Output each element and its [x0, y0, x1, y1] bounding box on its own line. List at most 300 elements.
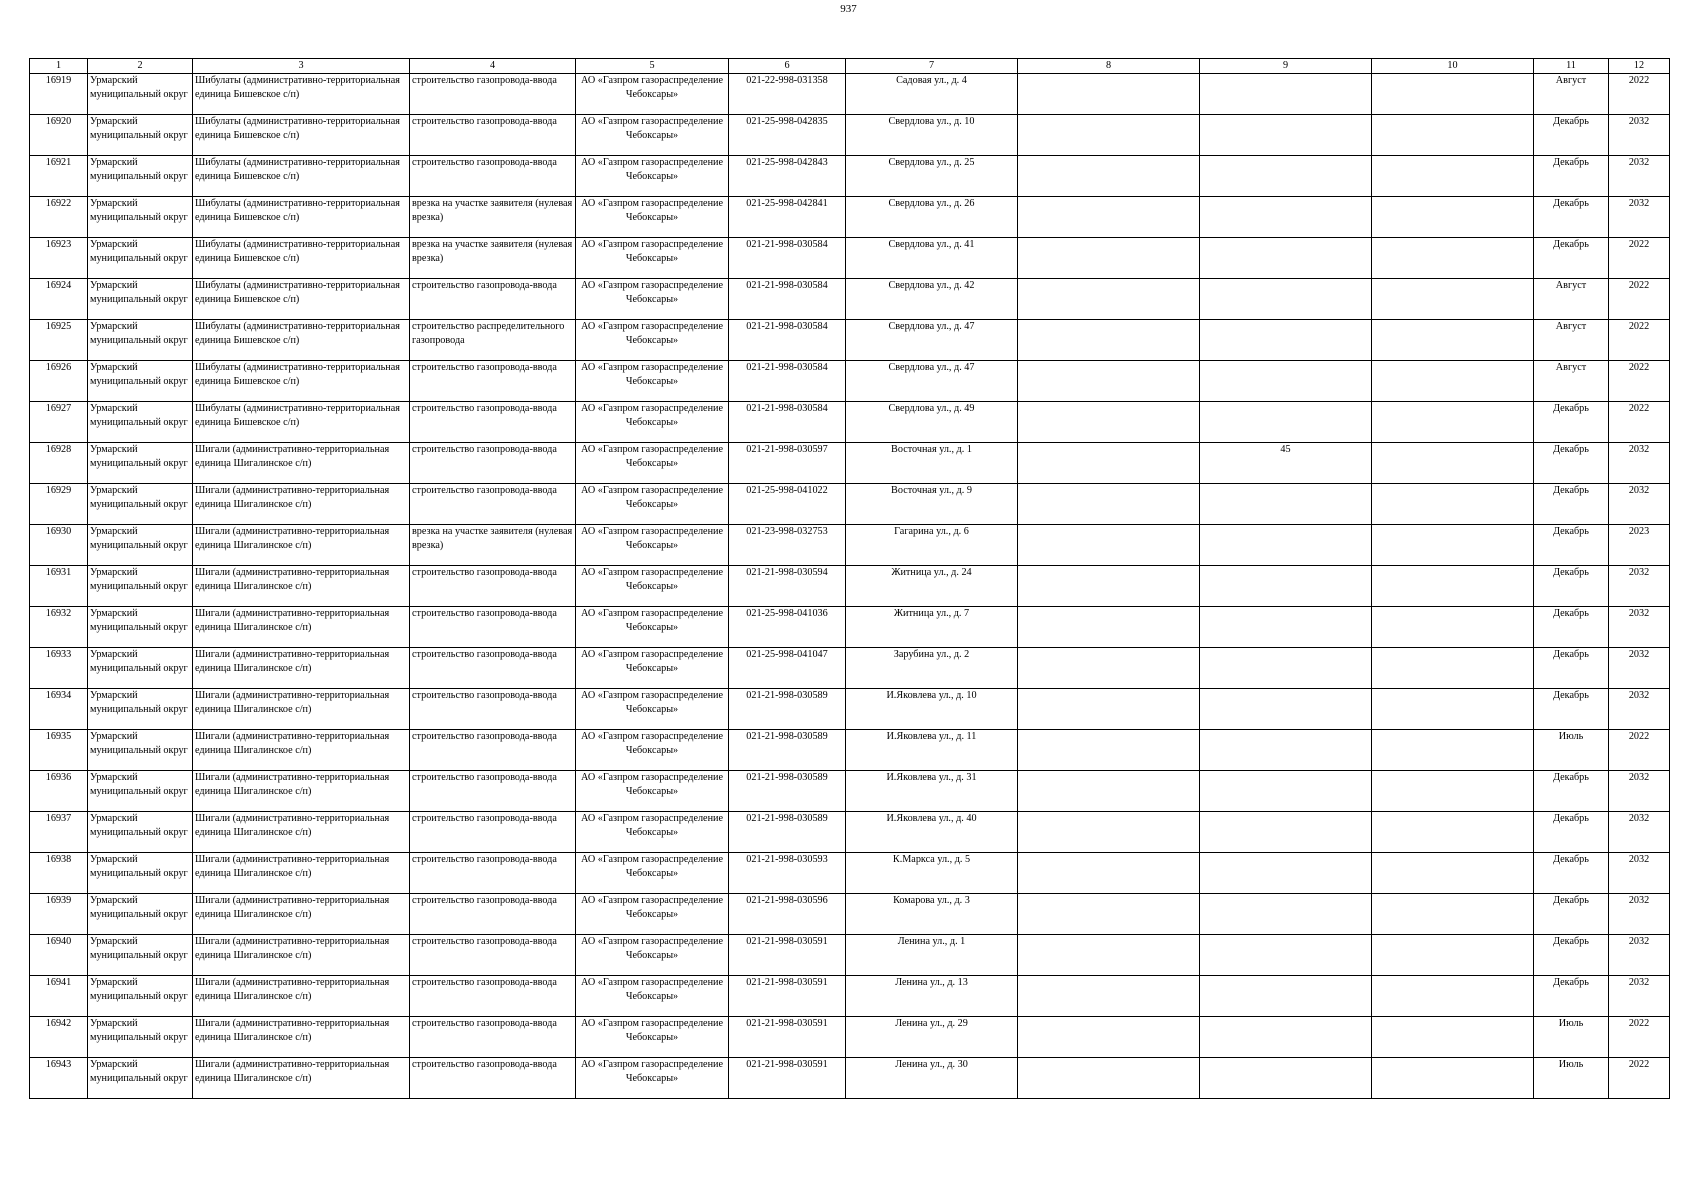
- column-10-cell: [1372, 320, 1534, 361]
- row-number: [30, 853, 88, 894]
- year-cell-text: 2032: [1628, 977, 1650, 988]
- column-8-cell: [1018, 730, 1200, 771]
- district-cell: [88, 812, 193, 853]
- work-type-cell: [410, 320, 576, 361]
- request-number-cell: [729, 361, 846, 402]
- column-header: 2: [88, 59, 193, 74]
- organization-cell-text: АО «Газпром газораспределение Чебоксары»: [580, 690, 724, 715]
- column-10-cell-text: [1374, 566, 1531, 606]
- settlement-cell: [193, 197, 410, 238]
- address-cell: [846, 894, 1018, 935]
- address-cell-text: И.Яковлева ул., д. 10: [886, 690, 977, 701]
- address-cell: [846, 935, 1018, 976]
- address-cell-text: И.Яковлева ул., д. 40: [886, 813, 977, 824]
- organization-cell: [576, 853, 729, 894]
- work-type-cell-text: врезка на участке заявителя (нулевая врезка): [412, 526, 573, 551]
- district-cell: [88, 115, 193, 156]
- row-number: [30, 525, 88, 566]
- organization-cell: [576, 894, 729, 935]
- table-row: [30, 115, 1670, 156]
- month-cell-text: Декабрь: [1553, 239, 1589, 250]
- column-9-cell-text: [1202, 238, 1369, 278]
- address-cell-text: Ленина ул., д. 13: [895, 977, 968, 988]
- column-header: 11: [1534, 59, 1609, 74]
- row-number-text: 16927: [45, 403, 72, 414]
- year-cell-text: 2032: [1628, 649, 1650, 660]
- request-number-cell: [729, 525, 846, 566]
- work-type-cell: [410, 730, 576, 771]
- district-cell-text: Урмарский муниципальный округ: [90, 977, 188, 1002]
- column-8-cell: [1018, 607, 1200, 648]
- row-number: [30, 976, 88, 1017]
- district-cell-text: Урмарский муниципальный округ: [90, 936, 188, 961]
- request-number-cell-text: 021-21-998-030594: [746, 567, 828, 578]
- column-10-cell: [1372, 525, 1534, 566]
- work-type-cell: [410, 74, 576, 115]
- column-10-cell-text: [1374, 279, 1531, 319]
- request-number-cell: [729, 935, 846, 976]
- year-cell-text: 2032: [1628, 690, 1650, 701]
- address-cell-text: Свердлова ул., д. 41: [888, 239, 975, 250]
- year-cell: [1609, 197, 1670, 238]
- row-number: [30, 197, 88, 238]
- column-10-cell-text: [1374, 607, 1531, 647]
- settlement-cell: [193, 853, 410, 894]
- organization-cell: [576, 484, 729, 525]
- settlement-cell: [193, 402, 410, 443]
- address-cell: [846, 1058, 1018, 1099]
- district-cell-text: Урмарский муниципальный округ: [90, 157, 188, 182]
- row-number-text: 16934: [45, 690, 72, 701]
- work-type-cell-text: строительство газопровода-ввода: [412, 75, 557, 86]
- organization-cell-text: АО «Газпром газораспределение Чебоксары»: [580, 731, 724, 756]
- work-type-cell: [410, 484, 576, 525]
- column-header: 7: [846, 59, 1018, 74]
- month-cell: [1534, 320, 1609, 361]
- column-8-cell: [1018, 1017, 1200, 1058]
- district-cell: [88, 976, 193, 1017]
- settlement-cell-text: Шигали (административно-территориальная единица Шигалинское с/п): [195, 649, 390, 674]
- work-type-cell: [410, 566, 576, 607]
- address-cell-text: Восточная ул., д. 9: [891, 485, 972, 496]
- column-8-cell-text: [1020, 566, 1197, 606]
- organization-cell-text: АО «Газпром газораспределение Чебоксары»: [580, 936, 724, 961]
- address-cell-text: Ленина ул., д. 29: [895, 1018, 968, 1029]
- column-9-cell-text: [1202, 74, 1369, 114]
- year-cell: [1609, 156, 1670, 197]
- column-10-cell-text: [1374, 935, 1531, 975]
- district-cell: [88, 689, 193, 730]
- column-8-cell-text: [1020, 525, 1197, 565]
- column-8-cell: [1018, 402, 1200, 443]
- district-cell: [88, 197, 193, 238]
- district-cell-text: Урмарский муниципальный округ: [90, 403, 188, 428]
- column-8-cell: [1018, 443, 1200, 484]
- month-cell-text: Июль: [1558, 1059, 1584, 1070]
- settlement-cell: [193, 935, 410, 976]
- work-type-cell: [410, 279, 576, 320]
- settlement-cell-text: Шигали (административно-территориальная единица Шигалинское с/п): [195, 977, 390, 1002]
- address-cell: [846, 607, 1018, 648]
- column-9-cell: [1200, 976, 1372, 1017]
- settlement-cell: [193, 1058, 410, 1099]
- column-9-cell-text: [1202, 1017, 1369, 1057]
- row-number: [30, 894, 88, 935]
- work-type-cell-text: строительство газопровода-ввода: [412, 649, 557, 660]
- request-number-cell: [729, 156, 846, 197]
- address-cell: [846, 771, 1018, 812]
- request-number-cell-text: 021-25-998-042835: [746, 116, 828, 127]
- organization-cell-text: АО «Газпром газораспределение Чебоксары»: [580, 1059, 724, 1084]
- column-8-cell-text: [1020, 812, 1197, 852]
- column-10-cell-text: [1374, 320, 1531, 360]
- year-cell: [1609, 607, 1670, 648]
- row-number-text: 16938: [45, 854, 72, 865]
- column-9-cell-text: 45: [1280, 444, 1291, 455]
- settlement-cell-text: Шигали (административно-территориальная единица Шигалинское с/п): [195, 1059, 390, 1084]
- work-type-cell-text: строительство газопровода-ввода: [412, 936, 557, 947]
- address-cell: [846, 1017, 1018, 1058]
- organization-cell: [576, 566, 729, 607]
- work-type-cell-text: строительство газопровода-ввода: [412, 1059, 557, 1070]
- column-9-cell-text: [1202, 894, 1369, 934]
- month-cell-text: Декабрь: [1553, 116, 1589, 127]
- year-cell: [1609, 238, 1670, 279]
- column-10-cell-text: [1374, 648, 1531, 688]
- year-cell: [1609, 320, 1670, 361]
- organization-cell: [576, 361, 729, 402]
- request-number-cell-text: 021-21-998-030591: [746, 936, 828, 947]
- organization-cell: [576, 525, 729, 566]
- settlement-cell-text: Шибулаты (административно-территориальная единица Бишевское с/п): [195, 362, 400, 387]
- settlement-cell-text: Шигали (административно-территориальная единица Шигалинское с/п): [195, 444, 390, 469]
- settlement-cell-text: Шигали (административно-территориальная единица Шигалинское с/п): [195, 690, 390, 715]
- work-type-cell: [410, 607, 576, 648]
- row-number-text: 16933: [45, 649, 72, 660]
- request-number-cell-text: 021-21-998-030589: [746, 731, 828, 742]
- column-10-cell: [1372, 771, 1534, 812]
- settlement-cell: [193, 238, 410, 279]
- column-8-cell-text: [1020, 730, 1197, 770]
- row-number: [30, 74, 88, 115]
- column-8-cell: [1018, 648, 1200, 689]
- month-cell: [1534, 279, 1609, 320]
- column-9-cell: [1200, 238, 1372, 279]
- settlement-cell-text: Шигали (административно-территориальная единица Шигалинское с/п): [195, 895, 390, 920]
- column-9-cell: [1200, 443, 1372, 484]
- column-9-cell-text: [1202, 320, 1369, 360]
- column-9-cell: [1200, 1058, 1372, 1099]
- address-cell-text: Свердлова ул., д. 47: [888, 321, 975, 332]
- request-number-cell: [729, 648, 846, 689]
- month-cell: [1534, 812, 1609, 853]
- request-number-cell-text: 021-21-998-030589: [746, 690, 828, 701]
- settlement-cell-text: Шибулаты (административно-территориальная единица Бишевское с/п): [195, 75, 400, 100]
- row-number: [30, 648, 88, 689]
- district-cell: [88, 1017, 193, 1058]
- column-8-cell-text: [1020, 976, 1197, 1016]
- request-number-cell: [729, 853, 846, 894]
- year-cell: [1609, 115, 1670, 156]
- month-cell: [1534, 894, 1609, 935]
- year-cell: [1609, 812, 1670, 853]
- month-cell-text: Август: [1555, 321, 1587, 332]
- month-cell-text: Декабрь: [1553, 608, 1589, 619]
- column-8-cell-text: [1020, 484, 1197, 524]
- column-8-cell-text: [1020, 74, 1197, 114]
- column-9-cell: [1200, 607, 1372, 648]
- address-cell: [846, 320, 1018, 361]
- column-10-cell: [1372, 484, 1534, 525]
- work-type-cell-text: строительство газопровода-ввода: [412, 977, 557, 988]
- address-cell: [846, 443, 1018, 484]
- organization-cell-text: АО «Газпром газораспределение Чебоксары»: [580, 526, 724, 551]
- request-number-cell: [729, 812, 846, 853]
- row-number-text: 16922: [45, 198, 72, 209]
- work-type-cell-text: строительство газопровода-ввода: [412, 157, 557, 168]
- settlement-cell: [193, 894, 410, 935]
- table-row: [30, 566, 1670, 607]
- district-cell-text: Урмарский муниципальный округ: [90, 116, 188, 141]
- work-type-cell-text: строительство газопровода-ввода: [412, 813, 557, 824]
- organization-cell-text: АО «Газпром газораспределение Чебоксары»: [580, 813, 724, 838]
- request-number-cell-text: 021-21-998-030584: [746, 403, 828, 414]
- district-cell: [88, 525, 193, 566]
- column-9-cell-text: [1202, 771, 1369, 811]
- settlement-cell: [193, 812, 410, 853]
- year-cell: [1609, 361, 1670, 402]
- table-row: [30, 361, 1670, 402]
- row-number: [30, 320, 88, 361]
- column-9-cell: [1200, 648, 1372, 689]
- column-10-cell: [1372, 238, 1534, 279]
- work-type-cell: [410, 156, 576, 197]
- request-number-cell-text: 021-23-998-032753: [746, 526, 828, 537]
- column-10-cell: [1372, 853, 1534, 894]
- work-type-cell: [410, 894, 576, 935]
- address-cell: [846, 484, 1018, 525]
- page-number: 937: [840, 3, 857, 15]
- address-cell: [846, 402, 1018, 443]
- organization-cell: [576, 771, 729, 812]
- column-8-cell: [1018, 525, 1200, 566]
- column-10-cell-text: [1374, 115, 1531, 155]
- month-cell: [1534, 648, 1609, 689]
- column-8-cell-text: [1020, 279, 1197, 319]
- column-8-cell: [1018, 320, 1200, 361]
- district-cell-text: Урмарский муниципальный округ: [90, 772, 188, 797]
- column-8-cell: [1018, 689, 1200, 730]
- request-number-cell-text: 021-21-998-030584: [746, 280, 828, 291]
- organization-cell: [576, 197, 729, 238]
- work-type-cell-text: строительство газопровода-ввода: [412, 485, 557, 496]
- row-number-text: 16939: [45, 895, 72, 906]
- column-9-cell-text: [1202, 156, 1369, 196]
- column-10-cell-text: [1374, 976, 1531, 1016]
- work-type-cell-text: строительство газопровода-ввода: [412, 731, 557, 742]
- column-10-cell: [1372, 361, 1534, 402]
- work-type-cell: [410, 689, 576, 730]
- organization-cell: [576, 812, 729, 853]
- column-8-cell-text: [1020, 320, 1197, 360]
- table-row: [30, 525, 1670, 566]
- work-type-cell: [410, 361, 576, 402]
- column-10-cell: [1372, 443, 1534, 484]
- work-type-cell-text: строительство газопровода-ввода: [412, 1018, 557, 1029]
- column-header: 8: [1018, 59, 1200, 74]
- row-number-text: 16921: [45, 157, 72, 168]
- settlement-cell-text: Шибулаты (административно-территориальная единица Бишевское с/п): [195, 198, 400, 223]
- column-9-cell-text: [1202, 730, 1369, 770]
- column-9-cell-text: [1202, 197, 1369, 237]
- work-type-cell: [410, 197, 576, 238]
- year-cell: [1609, 484, 1670, 525]
- month-cell: [1534, 361, 1609, 402]
- month-cell-text: Декабрь: [1553, 567, 1589, 578]
- district-cell: [88, 730, 193, 771]
- year-cell-text: 2022: [1628, 362, 1650, 373]
- column-8-cell-text: [1020, 894, 1197, 934]
- year-cell-text: 2032: [1628, 895, 1650, 906]
- address-cell-text: И.Яковлева ул., д. 11: [886, 731, 977, 742]
- year-cell-text: 2032: [1628, 444, 1650, 455]
- district-cell-text: Урмарский муниципальный округ: [90, 485, 188, 510]
- month-cell: [1534, 402, 1609, 443]
- organization-cell: [576, 1017, 729, 1058]
- organization-cell: [576, 607, 729, 648]
- column-10-cell-text: [1374, 689, 1531, 729]
- settlement-cell: [193, 115, 410, 156]
- column-9-cell: [1200, 730, 1372, 771]
- year-cell: [1609, 853, 1670, 894]
- table-row: [30, 402, 1670, 443]
- row-number-text: 16931: [45, 567, 72, 578]
- work-type-cell-text: строительство газопровода-ввода: [412, 567, 557, 578]
- month-cell-text: Июль: [1558, 1018, 1584, 1029]
- request-number-cell: [729, 443, 846, 484]
- request-number-cell-text: 021-21-998-030591: [746, 1018, 828, 1029]
- address-cell-text: Житница ул., д. 7: [893, 608, 970, 619]
- column-9-cell-text: [1202, 648, 1369, 688]
- table-row: [30, 484, 1670, 525]
- column-10-cell: [1372, 730, 1534, 771]
- column-10-cell: [1372, 1058, 1534, 1099]
- settlement-cell: [193, 156, 410, 197]
- month-cell-text: Декабрь: [1553, 526, 1589, 537]
- settlement-cell: [193, 976, 410, 1017]
- request-number-cell: [729, 976, 846, 1017]
- request-number-cell-text: 021-21-998-030591: [746, 1059, 828, 1070]
- column-8-cell-text: [1020, 1017, 1197, 1057]
- row-number-text: 16924: [45, 280, 72, 291]
- month-cell: [1534, 607, 1609, 648]
- table-row: [30, 197, 1670, 238]
- month-cell: [1534, 197, 1609, 238]
- row-number-text: 16936: [45, 772, 72, 783]
- settlement-cell-text: Шибулаты (административно-территориальная единица Бишевское с/п): [195, 239, 400, 264]
- column-9-cell: [1200, 320, 1372, 361]
- address-cell: [846, 238, 1018, 279]
- row-number: [30, 935, 88, 976]
- table-row: [30, 279, 1670, 320]
- column-8-cell: [1018, 566, 1200, 607]
- column-8-cell-text: [1020, 648, 1197, 688]
- request-number-cell: [729, 730, 846, 771]
- month-cell: [1534, 525, 1609, 566]
- column-9-cell-text: [1202, 361, 1369, 401]
- organization-cell-text: АО «Газпром газораспределение Чебоксары»: [580, 116, 724, 141]
- request-number-cell-text: 021-21-998-030584: [746, 321, 828, 332]
- request-number-cell: [729, 402, 846, 443]
- request-number-cell: [729, 566, 846, 607]
- year-cell-text: 2032: [1628, 567, 1650, 578]
- row-number-text: 16926: [45, 362, 72, 373]
- table-row: [30, 156, 1670, 197]
- address-cell: [846, 812, 1018, 853]
- district-cell: [88, 361, 193, 402]
- column-10-cell: [1372, 1017, 1534, 1058]
- column-9-cell-text: [1202, 525, 1369, 565]
- column-9-cell: [1200, 525, 1372, 566]
- address-cell: [846, 197, 1018, 238]
- column-10-cell-text: [1374, 853, 1531, 893]
- year-cell-text: 2032: [1628, 485, 1650, 496]
- row-number-text: 16929: [45, 485, 72, 496]
- settlement-cell: [193, 484, 410, 525]
- district-cell-text: Урмарский муниципальный округ: [90, 608, 188, 633]
- column-9-cell-text: [1202, 484, 1369, 524]
- work-type-cell-text: строительство газопровода-ввода: [412, 895, 557, 906]
- organization-cell-text: АО «Газпром газораспределение Чебоксары»: [580, 403, 724, 428]
- column-header: 5: [576, 59, 729, 74]
- row-number-text: 16932: [45, 608, 72, 619]
- row-number: [30, 812, 88, 853]
- district-cell: [88, 238, 193, 279]
- request-number-cell: [729, 894, 846, 935]
- month-cell: [1534, 689, 1609, 730]
- column-header: 6: [729, 59, 846, 74]
- district-cell-text: Урмарский муниципальный округ: [90, 198, 188, 223]
- address-cell-text: Восточная ул., д. 1: [891, 444, 972, 455]
- row-number: [30, 1017, 88, 1058]
- column-9-cell: [1200, 689, 1372, 730]
- column-8-cell: [1018, 361, 1200, 402]
- column-10-cell: [1372, 689, 1534, 730]
- column-10-cell: [1372, 607, 1534, 648]
- settlement-cell-text: Шигали (административно-территориальная единица Шигалинское с/п): [195, 772, 390, 797]
- address-cell: [846, 74, 1018, 115]
- address-cell: [846, 976, 1018, 1017]
- column-number-header-row: [30, 59, 1670, 74]
- settlement-cell-text: Шибулаты (административно-территориальная единица Бишевское с/п): [195, 403, 400, 428]
- month-cell-text: Июль: [1558, 731, 1584, 742]
- row-number-text: 16925: [45, 321, 72, 332]
- table-row: [30, 74, 1670, 115]
- row-number: [30, 115, 88, 156]
- work-type-cell-text: строительство газопровода-ввода: [412, 772, 557, 783]
- organization-cell: [576, 935, 729, 976]
- row-number: [30, 730, 88, 771]
- month-cell: [1534, 976, 1609, 1017]
- organization-cell: [576, 402, 729, 443]
- column-9-cell: [1200, 402, 1372, 443]
- year-cell-text: 2022: [1628, 280, 1650, 291]
- work-type-cell: [410, 648, 576, 689]
- year-cell: [1609, 935, 1670, 976]
- column-8-cell: [1018, 771, 1200, 812]
- settlement-cell-text: Шибулаты (административно-территориальная единица Бишевское с/п): [195, 116, 400, 141]
- column-9-cell: [1200, 279, 1372, 320]
